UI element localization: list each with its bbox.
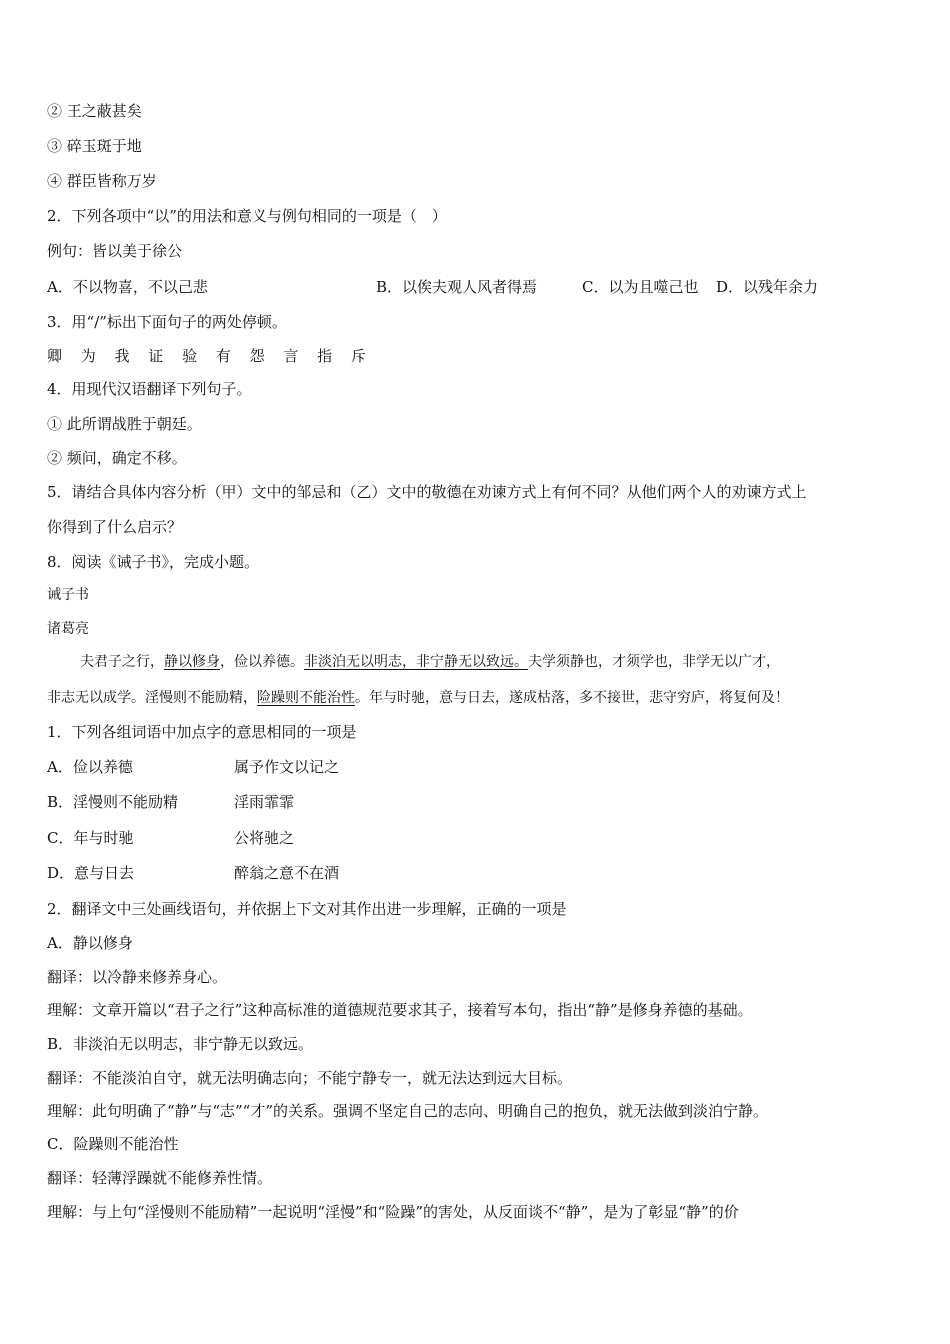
passage-text: 非志无以成学。淫慢则不能励精，: [47, 690, 257, 706]
section-8-heading: 8．阅读《诫子书》，完成小题。: [47, 553, 260, 571]
subquestion-2-c-title: C．险躁则不能治性: [47, 1135, 179, 1153]
subquestion-2-a-translation: 翻译：以冷静来修养身心。: [47, 968, 228, 986]
question-2-option-a: A．不以物喜，不以己悲: [47, 278, 208, 296]
subquestion-1-row-d-left: D．意与日去: [47, 864, 135, 882]
question-2-option-b: B．以俟夫观人风者得焉: [376, 278, 538, 296]
passage-text: 夫君子之行，: [80, 654, 164, 670]
subquestion-1-row-d-right: 醉翁之意不在酒: [234, 864, 340, 882]
subquestion-2-b-title: B．非淡泊无以明志，非宁静无以致远。: [47, 1035, 314, 1053]
passage-text: ，俭以养德。: [220, 654, 304, 670]
subquestion-2-b-understanding: 理解：此句明确了“静”与“志”“才”的关系。强调不坚定自己的志向、明确自己的抱负，就无法做到淡泊宁静。: [47, 1102, 769, 1120]
underlined-phrase-1: 静以修身: [164, 654, 220, 670]
subquestion-2-a-title: A．静以修身: [47, 934, 133, 952]
question-2-stem: 2．下列各项中“以”的用法和意义与例句相同的一项是（ ）: [47, 207, 447, 225]
subquestion-2-c-understanding: 理解：与上句“淫慢则不能励精”一起说明“淫慢”和“险躁”的害处，从反面谈不“静”，是为了彰显“静”的价: [47, 1203, 739, 1221]
passage-text: 。年与时驰，意与日去，遂成枯落，多不接世，悲守穷庐，将复何及！: [355, 690, 789, 706]
question-4-stem: 4．用现代汉语翻译下列句子。: [47, 380, 252, 398]
question-5-line-1: 5．请结合具体内容分析（甲）文中的邹忌和（乙）文中的敬德在劝谏方式上有何不同？从他们两个人的劝谏方式上: [47, 483, 807, 501]
question-3-sentence: [47, 346, 373, 366]
option-item-4: ④ 群臣皆称万岁: [47, 172, 157, 190]
question-3-sentence-text: 卿 为 我 证 验 有 怨 言 指 斥: [47, 347, 373, 365]
subquestion-2-a-understanding: 理解：文章开篇以“君子之行”这种高标准的道德规范要求其子，接着写本句，指出“静”是修身养德的基础。: [47, 1001, 753, 1019]
subquestion-1-row-a-right: 属予作文以记之: [234, 758, 340, 776]
question-2-option-c: C．以为且噬己也: [582, 278, 699, 296]
subquestion-2-c-translation: 翻译：轻薄浮躁就不能修养性情。: [47, 1169, 273, 1187]
subquestion-1-row-c-left: C．年与时驰: [47, 829, 134, 847]
subquestion-1-row-b-left: B．淫慢则不能励精: [47, 793, 179, 811]
underlined-phrase-3: 险躁则不能治性: [257, 690, 355, 706]
question-2-option-d: D．以残年余力: [716, 278, 819, 296]
passage-paragraph-line-2: [47, 688, 789, 708]
question-4-item-1: ① 此所谓战胜于朝廷。: [47, 415, 202, 433]
underlined-phrase-2: 非淡泊无以明志，非宁静无以致远。: [304, 654, 528, 670]
passage-author: 诸葛亮: [47, 621, 89, 637]
question-4-item-2: ② 频问，确定不移。: [47, 449, 187, 467]
subquestion-1-stem: 1．下列各组词语中加点字的意思相同的一项是: [47, 723, 357, 741]
passage-text: 夫学须静也，才须学也，非学无以广才，: [528, 654, 780, 670]
option-item-2: ② 王之蔽甚矣: [47, 102, 142, 120]
subquestion-1-row-c-right: 公将驰之: [234, 829, 295, 847]
question-2-example: 例句：皆以美于徐公: [47, 242, 183, 260]
passage-title: 诫子书: [47, 587, 89, 603]
subquestion-2-b-translation: 翻译：不能淡泊自守，就无法明确志向；不能宁静专一，就无法达到远大目标。: [47, 1069, 573, 1087]
question-3-stem: 3．用“/”标出下面句子的两处停顿。: [47, 313, 287, 331]
subquestion-1-row-b-right: 淫雨霏霏: [234, 793, 295, 811]
subquestion-1-row-a-left: A．俭以养德: [47, 758, 133, 776]
passage-paragraph-line-1: [80, 652, 780, 672]
option-item-3: ③ 碎玉斑于地: [47, 137, 142, 155]
question-5-line-2: 你得到了什么启示？: [47, 518, 183, 536]
subquestion-2-stem: 2．翻译文中三处画线语句，并依据上下文对其作出进一步理解，正确的一项是: [47, 900, 567, 918]
